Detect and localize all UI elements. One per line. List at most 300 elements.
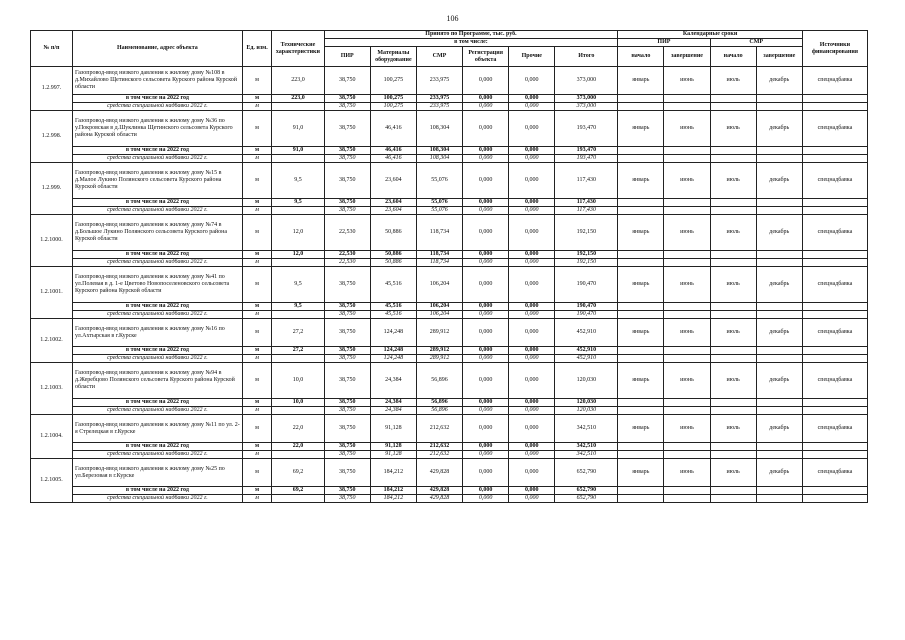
pir-end-cell: июнь [664, 267, 710, 303]
empty-cell [618, 155, 664, 163]
empty-cell [756, 443, 802, 451]
smr-start-cell: июль [710, 215, 756, 251]
header-smr: СМР [416, 47, 462, 67]
object-name: Газопровод-ввод низкого давления к жилому дому №108 в д.Михайлово Щетинского сельсовета Курского района Курской области [72, 67, 242, 95]
empty-cell [802, 95, 867, 103]
page-number: 106 [446, 14, 459, 23]
unit-cell: м [242, 443, 271, 451]
unit-cell: м [242, 495, 271, 503]
empty-cell [710, 103, 756, 111]
tech-cell: 69,2 [272, 459, 324, 487]
smr-end-cell: декабрь [756, 363, 802, 399]
unit-cell: м [242, 155, 271, 163]
other-cell: 0,000 [509, 311, 555, 319]
pir-start-cell: январь [618, 111, 664, 147]
materials-cell: 45,516 [370, 267, 416, 303]
pir-cell: 22,530 [324, 251, 370, 259]
total-cell: 193,470 [555, 111, 618, 147]
empty-cell [618, 147, 664, 155]
empty-cell [756, 259, 802, 267]
registration-cell: 0,000 [463, 147, 509, 155]
total-cell: 120,030 [555, 407, 618, 415]
funding-row [31, 355, 868, 363]
other-cell: 0,000 [509, 443, 555, 451]
tech-cell: 9,5 [272, 163, 324, 199]
unit-cell: м [242, 415, 271, 443]
pir-end-cell: июнь [664, 67, 710, 95]
smr-cell: 56,896 [416, 399, 462, 407]
object-name: Газопровод-ввод низкого давления к жилому дому №74 в д.Большое Лукино Полянского сельсовета Курского района Курской области [72, 215, 242, 251]
tech-cell [272, 207, 324, 215]
registration-cell: 0,000 [463, 251, 509, 259]
empty-cell [756, 487, 802, 495]
empty-cell [802, 311, 867, 319]
funding-label: средства специальной надбавки 2022 г. [72, 155, 242, 163]
subtotal-row [31, 487, 868, 495]
unit-cell: м [242, 407, 271, 415]
tech-cell: 27,2 [272, 347, 324, 355]
subtotal-row [31, 199, 868, 207]
smr-cell: 212,632 [416, 443, 462, 451]
total-cell: 452,910 [555, 355, 618, 363]
row-number: 1.2.998. [31, 111, 73, 163]
subtotal-label: в том числе на 2022 год [72, 399, 242, 407]
smr-start-cell: июль [710, 67, 756, 95]
smr-cell: 118,734 [416, 251, 462, 259]
empty-cell [802, 495, 867, 503]
unit-cell: м [242, 215, 271, 251]
empty-cell [664, 259, 710, 267]
source-cell: спецнадбавка [802, 215, 867, 251]
tech-cell [272, 311, 324, 319]
pir-start-cell: январь [618, 163, 664, 199]
tech-cell [272, 355, 324, 363]
header-smr-start: начало [710, 47, 756, 67]
empty-cell [710, 443, 756, 451]
registration-cell: 0,000 [463, 163, 509, 199]
registration-cell: 0,000 [463, 415, 509, 443]
tech-cell [272, 103, 324, 111]
other-cell: 0,000 [509, 399, 555, 407]
unit-cell: м [242, 111, 271, 147]
smr-start-cell: июль [710, 415, 756, 443]
smr-cell: 118,734 [416, 259, 462, 267]
tech-cell: 22,0 [272, 443, 324, 451]
funding-row [31, 451, 868, 459]
header-calendar-smr: СМР [710, 39, 802, 47]
empty-cell [664, 155, 710, 163]
other-cell: 0,000 [509, 355, 555, 363]
source-cell: спецнадбавка [802, 267, 867, 303]
total-cell: 192,150 [555, 259, 618, 267]
table-row [31, 267, 868, 303]
funding-row [31, 155, 868, 163]
total-cell: 342,510 [555, 415, 618, 443]
row-number: 1.2.1003. [31, 363, 73, 415]
pir-cell: 38,750 [324, 355, 370, 363]
registration-cell: 0,000 [463, 103, 509, 111]
unit-cell: м [242, 103, 271, 111]
registration-cell: 0,000 [463, 443, 509, 451]
pir-cell: 38,750 [324, 487, 370, 495]
other-cell: 0,000 [509, 155, 555, 163]
tech-cell: 10,0 [272, 363, 324, 399]
empty-cell [710, 451, 756, 459]
materials-cell: 23,604 [370, 163, 416, 199]
smr-cell: 55,076 [416, 207, 462, 215]
funding-label: средства специальной надбавки 2022 г. [72, 407, 242, 415]
pir-cell: 38,750 [324, 407, 370, 415]
other-cell: 0,000 [509, 459, 555, 487]
smr-cell: 106,204 [416, 303, 462, 311]
header-other: Прочие [509, 47, 555, 67]
unit-cell: м [242, 259, 271, 267]
empty-cell [618, 487, 664, 495]
subtotal-label: в том числе на 2022 год [72, 147, 242, 155]
empty-cell [664, 355, 710, 363]
smr-end-cell: декабрь [756, 319, 802, 347]
tech-cell: 27,2 [272, 319, 324, 347]
unit-cell: м [242, 459, 271, 487]
empty-cell [710, 251, 756, 259]
registration-cell: 0,000 [463, 407, 509, 415]
tech-cell: 9,5 [272, 303, 324, 311]
empty-cell [802, 487, 867, 495]
other-cell: 0,000 [509, 103, 555, 111]
total-cell: 193,470 [555, 147, 618, 155]
smr-end-cell: декабрь [756, 163, 802, 199]
unit-cell: м [242, 147, 271, 155]
empty-cell [802, 407, 867, 415]
header-materials: Материалы оборудование [370, 47, 416, 67]
total-cell: 117,430 [555, 163, 618, 199]
empty-cell [664, 407, 710, 415]
empty-cell [802, 399, 867, 407]
tech-cell: 9,5 [272, 199, 324, 207]
subtotal-row [31, 399, 868, 407]
subtotal-row [31, 95, 868, 103]
unit-cell: м [242, 355, 271, 363]
empty-cell [664, 251, 710, 259]
object-name: Газопровод-ввод низкого давления к жилому дому №11 по ул. 2-я Стрелецкая в г.Курске [72, 415, 242, 443]
empty-cell [756, 303, 802, 311]
source-cell: спецнадбавка [802, 319, 867, 347]
total-cell: 120,030 [555, 363, 618, 399]
materials-cell: 24,384 [370, 363, 416, 399]
pir-cell: 22,530 [324, 215, 370, 251]
empty-cell [756, 207, 802, 215]
empty-cell [664, 451, 710, 459]
pir-cell: 22,530 [324, 259, 370, 267]
unit-cell: м [242, 251, 271, 259]
table-row [31, 319, 868, 347]
row-number: 1.2.1000. [31, 215, 73, 267]
header-program: Принято по Программе, тыс. руб. [324, 31, 618, 39]
total-cell: 192,150 [555, 251, 618, 259]
funding-label: средства специальной надбавки 2022 г. [72, 259, 242, 267]
empty-cell [618, 303, 664, 311]
materials-cell: 46,416 [370, 111, 416, 147]
empty-cell [710, 407, 756, 415]
smr-cell: 289,912 [416, 355, 462, 363]
pir-cell: 38,750 [324, 495, 370, 503]
empty-cell [710, 207, 756, 215]
funding-row [31, 207, 868, 215]
smr-cell: 56,896 [416, 407, 462, 415]
table-row [31, 111, 868, 147]
tech-cell: 12,0 [272, 215, 324, 251]
subtotal-label: в том числе на 2022 год [72, 303, 242, 311]
table-row [31, 67, 868, 95]
header-pir: ПИР [324, 47, 370, 67]
smr-cell: 212,632 [416, 451, 462, 459]
funding-row [31, 103, 868, 111]
registration-cell: 0,000 [463, 399, 509, 407]
subtotal-label: в том числе на 2022 год [72, 347, 242, 355]
empty-cell [802, 199, 867, 207]
tech-cell: 91,0 [272, 111, 324, 147]
materials-cell: 184,212 [370, 495, 416, 503]
empty-cell [756, 495, 802, 503]
unit-cell: м [242, 303, 271, 311]
header-num: № п/п [31, 31, 73, 67]
materials-cell: 124,248 [370, 319, 416, 347]
other-cell: 0,000 [509, 363, 555, 399]
empty-cell [618, 407, 664, 415]
materials-cell: 46,416 [370, 147, 416, 155]
pir-cell: 38,750 [324, 363, 370, 399]
pir-start-cell: январь [618, 267, 664, 303]
registration-cell: 0,000 [463, 303, 509, 311]
empty-cell [802, 347, 867, 355]
registration-cell: 0,000 [463, 495, 509, 503]
smr-cell: 108,304 [416, 111, 462, 147]
total-cell: 192,150 [555, 215, 618, 251]
other-cell: 0,000 [509, 67, 555, 95]
pir-start-cell: январь [618, 67, 664, 95]
smr-cell: 108,304 [416, 155, 462, 163]
row-number: 1.2.1001. [31, 267, 73, 319]
other-cell: 0,000 [509, 259, 555, 267]
header-pir-start: начало [618, 47, 664, 67]
registration-cell: 0,000 [463, 67, 509, 95]
smr-cell: 118,734 [416, 215, 462, 251]
smr-cell: 55,076 [416, 163, 462, 199]
tech-cell: 91,0 [272, 147, 324, 155]
object-name: Газопровод-ввод низкого давления к жилому дому №15 в д.Малое Лукино Полянского сельсовета Курского района Курской области [72, 163, 242, 199]
registration-cell: 0,000 [463, 311, 509, 319]
pir-cell: 38,750 [324, 451, 370, 459]
empty-cell [664, 95, 710, 103]
pir-cell: 38,750 [324, 319, 370, 347]
smr-start-cell: июль [710, 163, 756, 199]
row-number: 1.2.1002. [31, 319, 73, 363]
materials-cell: 100,275 [370, 103, 416, 111]
pir-start-cell: январь [618, 363, 664, 399]
registration-cell: 0,000 [463, 199, 509, 207]
empty-cell [618, 347, 664, 355]
smr-cell: 56,896 [416, 363, 462, 399]
empty-cell [710, 495, 756, 503]
empty-cell [710, 147, 756, 155]
funding-label: средства специальной надбавки 2022 г. [72, 495, 242, 503]
smr-start-cell: июль [710, 111, 756, 147]
pir-end-cell: июнь [664, 163, 710, 199]
smr-end-cell: декабрь [756, 415, 802, 443]
smr-cell: 289,912 [416, 319, 462, 347]
table-header [31, 31, 868, 67]
empty-cell [756, 347, 802, 355]
tech-cell: 69,2 [272, 487, 324, 495]
total-cell: 342,510 [555, 443, 618, 451]
header-name: Наименование, адрес объекта [72, 31, 242, 67]
total-cell: 452,910 [555, 319, 618, 347]
subtotal-row [31, 347, 868, 355]
smr-start-cell: июль [710, 267, 756, 303]
tech-cell: 10,0 [272, 399, 324, 407]
empty-cell [756, 147, 802, 155]
empty-cell [756, 311, 802, 319]
funding-label: средства специальной надбавки 2022 г. [72, 103, 242, 111]
empty-cell [802, 207, 867, 215]
empty-cell [618, 95, 664, 103]
pir-cell: 38,750 [324, 399, 370, 407]
empty-cell [756, 407, 802, 415]
table-row [31, 459, 868, 487]
funding-row [31, 311, 868, 319]
pir-end-cell: июнь [664, 415, 710, 443]
empty-cell [664, 443, 710, 451]
object-name: Газопровод-ввод низкого давления к жилому дому №16 по ул.Ахтырская в г.Курске [72, 319, 242, 347]
unit-cell: м [242, 347, 271, 355]
subtotal-label: в том числе на 2022 год [72, 487, 242, 495]
registration-cell: 0,000 [463, 267, 509, 303]
funding-row [31, 495, 868, 503]
header-unit: Ед. изм. [242, 31, 271, 67]
header-pir-end: завершение [664, 47, 710, 67]
smr-cell: 233,975 [416, 103, 462, 111]
empty-cell [802, 155, 867, 163]
empty-cell [756, 251, 802, 259]
total-cell: 342,510 [555, 451, 618, 459]
materials-cell: 124,248 [370, 355, 416, 363]
materials-cell: 50,886 [370, 251, 416, 259]
tech-cell: 223,0 [272, 67, 324, 95]
empty-cell [710, 199, 756, 207]
pir-cell: 38,750 [324, 311, 370, 319]
unit-cell: м [242, 319, 271, 347]
registration-cell: 0,000 [463, 259, 509, 267]
table-row [31, 415, 868, 443]
empty-cell [802, 303, 867, 311]
materials-cell: 45,516 [370, 303, 416, 311]
registration-cell: 0,000 [463, 347, 509, 355]
table-row [31, 163, 868, 199]
smr-cell: 106,204 [416, 267, 462, 303]
registration-cell: 0,000 [463, 111, 509, 147]
smr-start-cell: июль [710, 319, 756, 347]
empty-cell [618, 259, 664, 267]
total-cell: 190,470 [555, 267, 618, 303]
total-cell: 120,030 [555, 399, 618, 407]
unit-cell: м [242, 363, 271, 399]
object-name: Газопровод-ввод низкого давления к жилому дому №25 по ул.Березовая в г.Курске [72, 459, 242, 487]
unit-cell: м [242, 163, 271, 199]
subtotal-row [31, 251, 868, 259]
other-cell: 0,000 [509, 407, 555, 415]
total-cell: 373,000 [555, 103, 618, 111]
pir-end-cell: июнь [664, 319, 710, 347]
smr-cell: 429,828 [416, 487, 462, 495]
funding-row [31, 407, 868, 415]
program-table [30, 30, 868, 503]
pir-cell: 38,750 [324, 95, 370, 103]
registration-cell: 0,000 [463, 215, 509, 251]
smr-cell: 212,632 [416, 415, 462, 443]
smr-start-cell: июль [710, 363, 756, 399]
unit-cell: м [242, 451, 271, 459]
empty-cell [802, 251, 867, 259]
materials-cell: 45,516 [370, 311, 416, 319]
row-number: 1.2.1004. [31, 415, 73, 459]
total-cell: 373,000 [555, 67, 618, 95]
registration-cell: 0,000 [463, 355, 509, 363]
smr-cell: 55,076 [416, 199, 462, 207]
empty-cell [802, 147, 867, 155]
pir-cell: 38,750 [324, 155, 370, 163]
other-cell: 0,000 [509, 111, 555, 147]
materials-cell: 184,212 [370, 459, 416, 487]
empty-cell [618, 251, 664, 259]
other-cell: 0,000 [509, 451, 555, 459]
header-source: Источники финансирования [802, 31, 867, 67]
object-name: Газопровод-ввод низкого давления к жилому дому №41 по ул.Полевая в д. 1-е Цветово Новопоселеновского сельсовета Курского района Курской области [72, 267, 242, 303]
source-cell: спецнадбавка [802, 459, 867, 487]
smr-cell: 106,204 [416, 311, 462, 319]
funding-label: средства специальной надбавки 2022 г. [72, 207, 242, 215]
source-cell: спецнадбавка [802, 363, 867, 399]
total-cell: 652,790 [555, 487, 618, 495]
other-cell: 0,000 [509, 207, 555, 215]
pir-cell: 38,750 [324, 267, 370, 303]
unit-cell: м [242, 95, 271, 103]
source-cell: спецнадбавка [802, 415, 867, 443]
tech-cell: 9,5 [272, 267, 324, 303]
header-calendar: Календарные сроки [618, 31, 803, 39]
smr-cell: 233,975 [416, 67, 462, 95]
tech-cell [272, 495, 324, 503]
materials-cell: 23,604 [370, 207, 416, 215]
subtotal-label: в том числе на 2022 год [72, 443, 242, 451]
materials-cell: 100,275 [370, 95, 416, 103]
smr-cell: 108,304 [416, 147, 462, 155]
empty-cell [618, 199, 664, 207]
materials-cell: 124,248 [370, 347, 416, 355]
other-cell: 0,000 [509, 319, 555, 347]
total-cell: 190,470 [555, 303, 618, 311]
empty-cell [710, 155, 756, 163]
unit-cell: м [242, 199, 271, 207]
tech-cell [272, 407, 324, 415]
total-cell: 452,910 [555, 347, 618, 355]
smr-end-cell: декабрь [756, 459, 802, 487]
pir-start-cell: январь [618, 319, 664, 347]
smr-start-cell: июль [710, 459, 756, 487]
other-cell: 0,000 [509, 163, 555, 199]
header-total: Итого [555, 47, 618, 67]
empty-cell [618, 311, 664, 319]
other-cell: 0,000 [509, 487, 555, 495]
